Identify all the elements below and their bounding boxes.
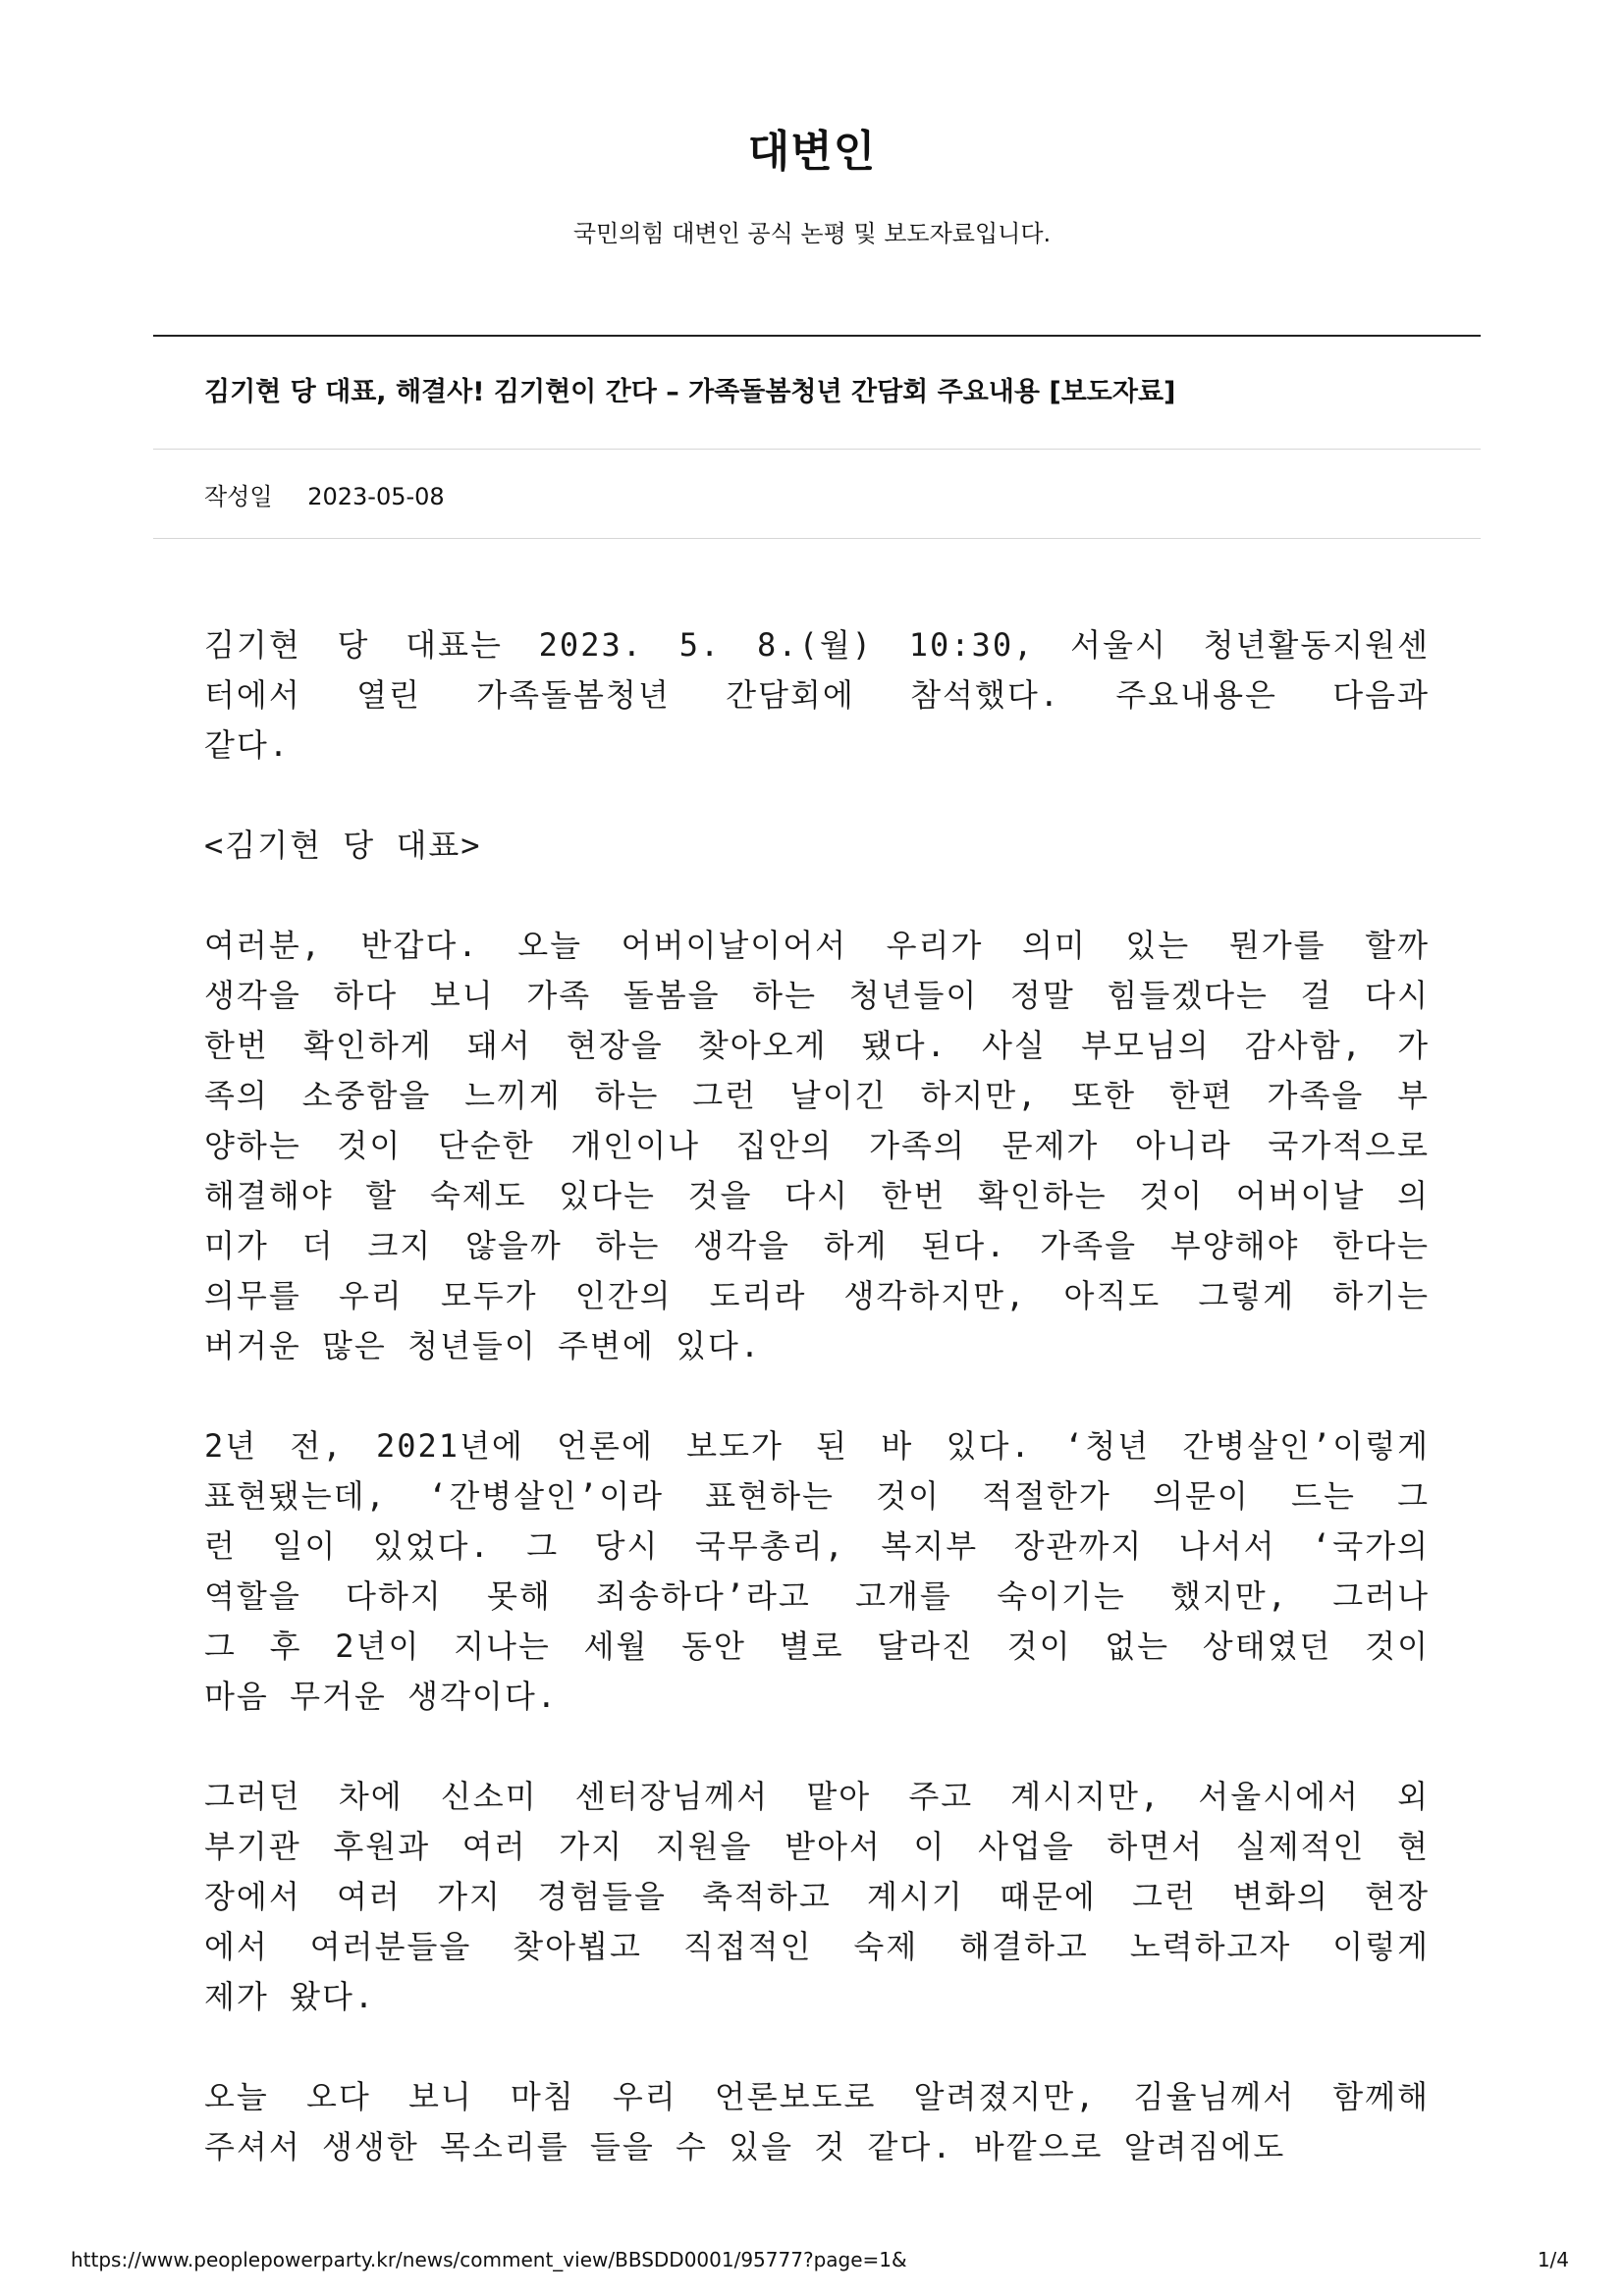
article-body <box>204 620 1430 2189</box>
body-paragraph <box>204 1772 1430 2022</box>
body-line: 양하는 것이 단순한 개인이나 집안의 가족의 문제가 아니라 국가적으로 <box>204 1127 1430 1164</box>
body-line: 터에서 열린 가족돌봄청년 간담회에 참석했다. 주요내용은 다음과 <box>204 676 1430 714</box>
article-title[interactable]: 김기현 당 대표, 해결사! 김기현이 간다 – 가족돌봄청년 간담회 주요내용 [보도자료] <box>204 377 1176 407</box>
body-line: 같다. <box>204 726 291 764</box>
body-line: 해결해야 할 숙제도 있다는 것을 다시 한번 확인하는 것이 어버이날 의 <box>204 1177 1430 1214</box>
header-divider <box>153 335 1481 337</box>
body-line: 주셔서 생생한 목소리를 들을 수 있을 것 같다. 바깥으로 알려짐에도 <box>204 2128 1286 2165</box>
body-line: 그러던 차에 신소미 센터장님께서 맡아 주고 계시지만, 서울시에서 외 <box>204 1778 1430 1815</box>
body-paragraph <box>204 821 1430 871</box>
body-line: 제가 왔다. <box>204 1978 376 2015</box>
site-title: 대변인 <box>747 127 877 177</box>
body-paragraph <box>204 921 1430 1371</box>
article-meta <box>204 477 445 511</box>
footer-url: https://www.peoplepowerparty.kr/news/comment_view/BBSDD0001/95777?page=1& <box>71 2248 907 2271</box>
body-line: 생각을 하다 보니 가족 돌봄을 하는 청년들이 정말 힘들겠다는 걸 다시 <box>204 977 1430 1014</box>
body-paragraph <box>204 620 1430 771</box>
body-line: 부기관 후원과 여러 가지 지원을 받아서 이 사업을 하면서 실제적인 현 <box>204 1828 1430 1865</box>
body-line: 표현됐는데, ‘간병살인’이라 표현하는 것이 적절한가 의문이 드는 그 <box>204 1477 1430 1515</box>
body-line: 2년 전, 2021년에 언론에 보도가 된 바 있다. ‘청년 간병살인’이렇게 <box>204 1427 1430 1465</box>
body-line: 의무를 우리 모두가 인간의 도리라 생각하지만, 아직도 그렇게 하기는 <box>204 1277 1430 1314</box>
body-line: 장에서 여러 가지 경험들을 축적하고 계시기 때문에 그런 변화의 현장 <box>204 1878 1430 1915</box>
page-number: 1/4 <box>1537 2248 1569 2271</box>
body-paragraph <box>204 1421 1430 1722</box>
body-line: 오늘 오다 보니 마침 우리 언론보도로 알려졌지만, 김율님께서 함께해 <box>204 2078 1430 2115</box>
body-line: 그 후 2년이 지나는 세월 동안 별로 달라진 것이 없는 상태였던 것이 <box>204 1628 1430 1665</box>
meta-divider <box>153 538 1481 539</box>
body-line: 버거운 많은 청년들이 주변에 있다. <box>204 1327 762 1364</box>
date-value: 2023-05-08 <box>307 483 445 510</box>
body-line: 족의 소중함을 느끼게 하는 그런 날이긴 하지만, 또한 한편 가족을 부 <box>204 1077 1430 1114</box>
body-line: 한번 확인하게 돼서 현장을 찾아오게 됐다. 사실 부모님의 감사함, 가 <box>204 1027 1430 1064</box>
date-label: 작성일 <box>204 483 273 510</box>
body-line: 여러분, 반갑다. 오늘 어버이날이어서 우리가 의미 있는 뭔가를 할까 <box>204 927 1430 964</box>
title-divider <box>153 449 1481 450</box>
body-line: 에서 여러분들을 찾아뵙고 직접적인 숙제 해결하고 노력하고자 이렇게 <box>204 1928 1430 1965</box>
body-paragraph <box>204 2072 1430 2172</box>
body-line: 역할을 다하지 못해 죄송하다’라고 고개를 숙이기는 했지만, 그러나 <box>204 1577 1430 1615</box>
body-line: 마음 무거운 생각이다. <box>204 1678 559 1715</box>
body-line: 런 일이 있었다. 그 당시 국무총리, 복지부 장관까지 나서서 ‘국가의 <box>204 1527 1430 1565</box>
body-line: <김기현 당 대표> <box>204 827 482 864</box>
site-subtitle: 국민의힘 대변인 공식 논평 및 보도자료입니다. <box>572 220 1052 247</box>
body-line: 김기현 당 대표는 2023. 5. 8.(월) 10:30, 서울시 청년활동지원센 <box>204 626 1430 664</box>
body-line: 미가 더 크지 않을까 하는 생각을 하게 된다. 가족을 부양해야 한다는 <box>204 1227 1430 1264</box>
